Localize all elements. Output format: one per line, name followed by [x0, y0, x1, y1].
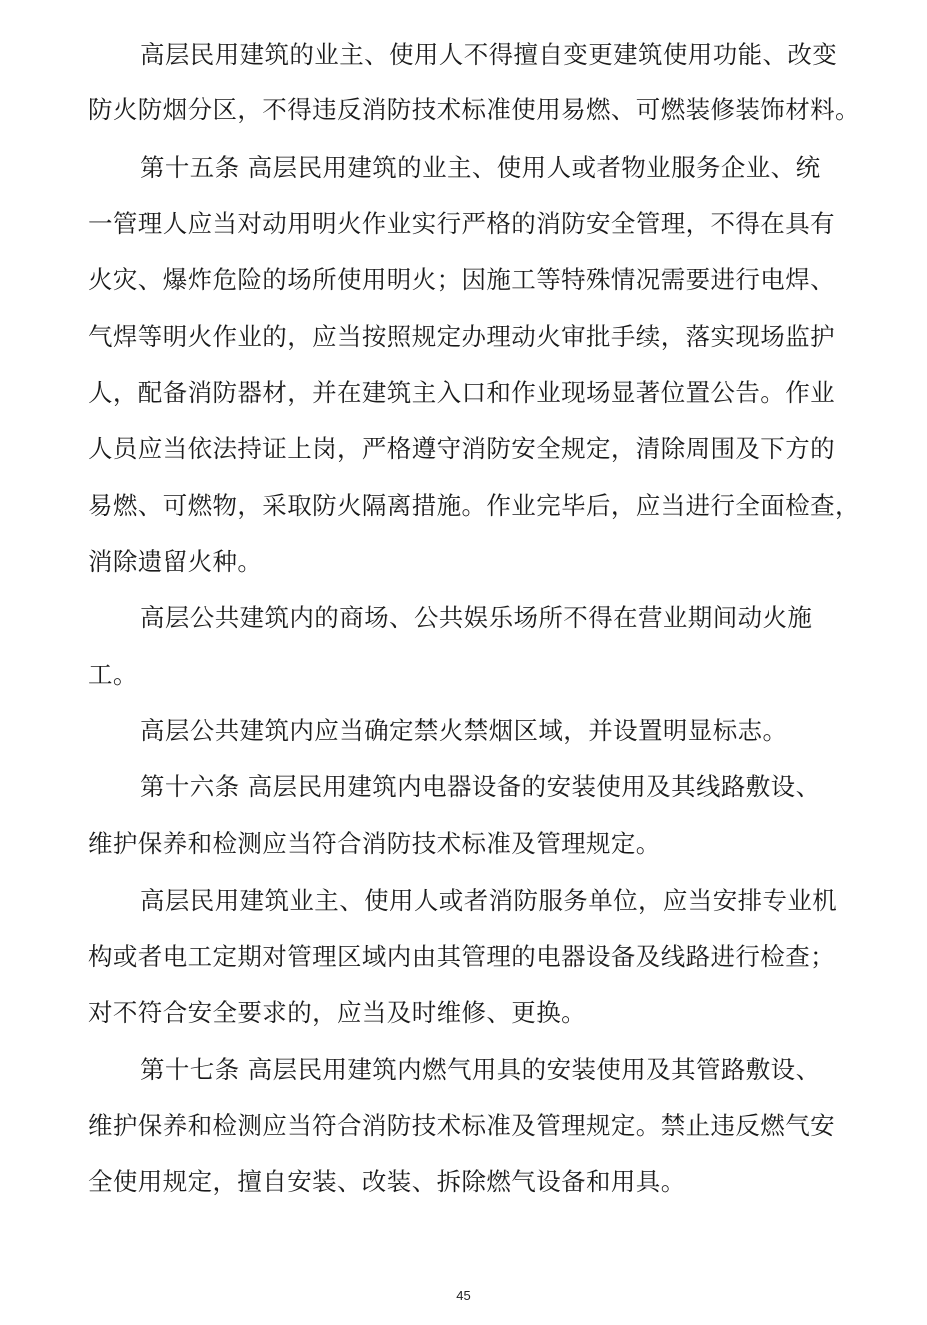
article-17-line-2: 维护保养和检测应当符合消防技术标准及管理规定。禁止违反燃气安: [88, 1111, 835, 1140]
article-16-line-2: 维护保养和检测应当符合消防技术标准及管理规定。: [88, 829, 661, 858]
article-15-line-5: 人，配备消防器材，并在建筑主入口和作业现场显著位置公告。作业: [88, 378, 835, 407]
article-15-line-6: 人员应当依法持证上岗，严格遵守消防安全规定，清除周围及下方的: [88, 434, 835, 463]
paragraph-4-line-1: 高层公共建筑内应当确定禁火禁烟区域，并设置明显标志。: [140, 716, 788, 745]
paragraph-1-line-1: 高层民用建筑的业主、使用人不得擅自变更建筑使用功能、改变: [140, 40, 838, 69]
paragraph-3-line-1: 高层公共建筑内的商场、公共娱乐场所不得在营业期间动火施: [140, 603, 813, 632]
paragraph-6-line-3: 对不符合安全要求的，应当及时维修、更换。: [88, 998, 586, 1027]
article-15-line-2: 一管理人应当对动用明火作业实行严格的消防安全管理，不得在具有: [88, 209, 835, 238]
paragraph-3-line-2: 工。: [88, 660, 138, 689]
article-15-line-1: 第十五条 高层民用建筑的业主、使用人或者物业服务企业、统: [140, 153, 821, 182]
paragraph-1-line-2: 防火防烟分区，不得违反消防技术标准使用易燃、可燃装修装饰材料。: [88, 95, 860, 124]
page-number: 45: [456, 1288, 471, 1303]
paragraph-6-line-1: 高层民用建筑业主、使用人或者消防服务单位，应当安排专业机: [140, 886, 838, 915]
article-17-line-3: 全使用规定，擅自安装、改装、拆除燃气设备和用具。: [88, 1167, 686, 1196]
article-17-line-1: 第十七条 高层民用建筑内燃气用具的安装使用及其管路敷设、: [140, 1055, 821, 1084]
article-15-line-4: 气焊等明火作业的，应当按照规定办理动火审批手续，落实现场监护: [88, 322, 835, 351]
paragraph-6-line-2: 构或者电工定期对管理区域内由其管理的电器设备及线路进行检查；: [88, 942, 835, 971]
article-15-line-3: 火灾、爆炸危险的场所使用明火；因施工等特殊情况需要进行电焊、: [88, 265, 835, 294]
article-16-line-1: 第十六条 高层民用建筑内电器设备的安装使用及其线路敷设、: [140, 772, 821, 801]
article-15-line-7: 易燃、可燃物，采取防火隔离措施。作业完毕后，应当进行全面检查，: [88, 491, 860, 520]
article-15-line-8: 消除遗留火种。: [88, 547, 263, 576]
